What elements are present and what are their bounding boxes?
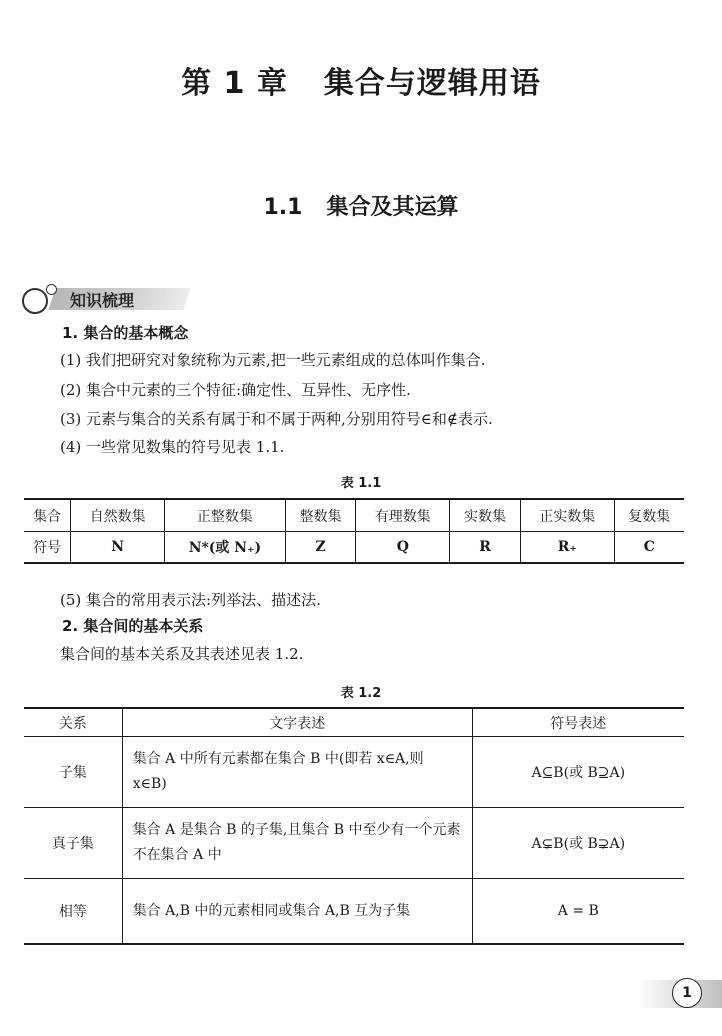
table-cell: Q [356, 532, 450, 564]
set-relations-table [24, 707, 684, 945]
paragraph-3: (3) 元素与集合的关系有属于和不属于两种,分别用符号∈和∉表示. [60, 410, 493, 428]
table-cell: A⊊B(或 B⊋A) [472, 808, 684, 879]
table-cell: Z [285, 532, 356, 564]
table-cell: 符号 [24, 532, 71, 564]
banner-circle-large-icon [22, 288, 48, 314]
table-cell: 文字表述 [122, 708, 472, 737]
table-row [24, 708, 684, 737]
table-cell: N*(或 N₊) [165, 532, 286, 564]
page-number: 1 [672, 978, 702, 1008]
knowledge-banner [22, 284, 182, 312]
table-cell: 正整数集 [165, 499, 286, 532]
heading-set-relations: 2. 集合间的基本关系 [62, 617, 204, 635]
paragraph-6: 集合间的基本关系及其表述见表 1.2. [60, 645, 304, 663]
number-sets-table [24, 498, 684, 564]
table-cell: 符号表述 [472, 708, 684, 737]
table-row [24, 737, 684, 808]
table-cell: N [71, 532, 165, 564]
table-cell: 集合 A 中所有元素都在集合 B 中(即若 x∈A,则 x∈B) [122, 737, 472, 808]
chapter-number: 第 1 章 [181, 66, 288, 101]
table-cell: A = B [472, 879, 684, 945]
table-cell: 自然数集 [71, 499, 165, 532]
paragraph-4: (4) 一些常见数集的符号见表 1.1. [60, 438, 285, 456]
table-cell: 关系 [24, 708, 122, 737]
table-row [24, 532, 684, 564]
table-cell: 子集 [24, 737, 122, 808]
table-cell: 相等 [24, 879, 122, 945]
chapter-title [0, 58, 722, 102]
banner-label: 知识梳理 [70, 291, 135, 310]
table-cell: 集合 [24, 499, 71, 532]
table-cell: C [614, 532, 684, 564]
table-row [24, 499, 684, 532]
paragraph-1: (1) 我们把研究对象统称为元素,把一些元素组成的总体叫作集合. [60, 351, 486, 369]
table1-caption: 表 1.1 [340, 476, 382, 491]
banner-circle-small-icon [46, 284, 57, 295]
table2-caption: 表 1.2 [340, 686, 382, 701]
table-row [24, 808, 684, 879]
section-number: 1.1 [263, 195, 303, 220]
table-cell: A⊆B(或 B⊇A) [472, 737, 684, 808]
table-cell: 正实数集 [520, 499, 614, 532]
table-cell: 真子集 [24, 808, 122, 879]
table-cell: 集合 A,B 中的元素相同或集合 A,B 互为子集 [122, 879, 472, 945]
table-row [24, 879, 684, 945]
section-title [0, 190, 722, 221]
table-cell: R₊ [520, 532, 614, 564]
table-cell: 有理数集 [356, 499, 450, 532]
table-cell: 集合 A 是集合 B 的子集,且集合 B 中至少有一个元素不在集合 A 中 [122, 808, 472, 879]
table-cell: R [450, 532, 521, 564]
table-cell: 整数集 [285, 499, 356, 532]
paragraph-2: (2) 集合中元素的三个特征:确定性、互异性、无序性. [60, 381, 411, 399]
table-cell: 复数集 [614, 499, 684, 532]
paragraph-5: (5) 集合的常用表示法:列举法、描述法. [60, 591, 321, 609]
section-name: 集合及其运算 [326, 195, 459, 220]
chapter-name: 集合与逻辑用语 [323, 66, 541, 101]
heading-basic-concepts: 1. 集合的基本概念 [62, 324, 189, 342]
table-cell: 实数集 [450, 499, 521, 532]
